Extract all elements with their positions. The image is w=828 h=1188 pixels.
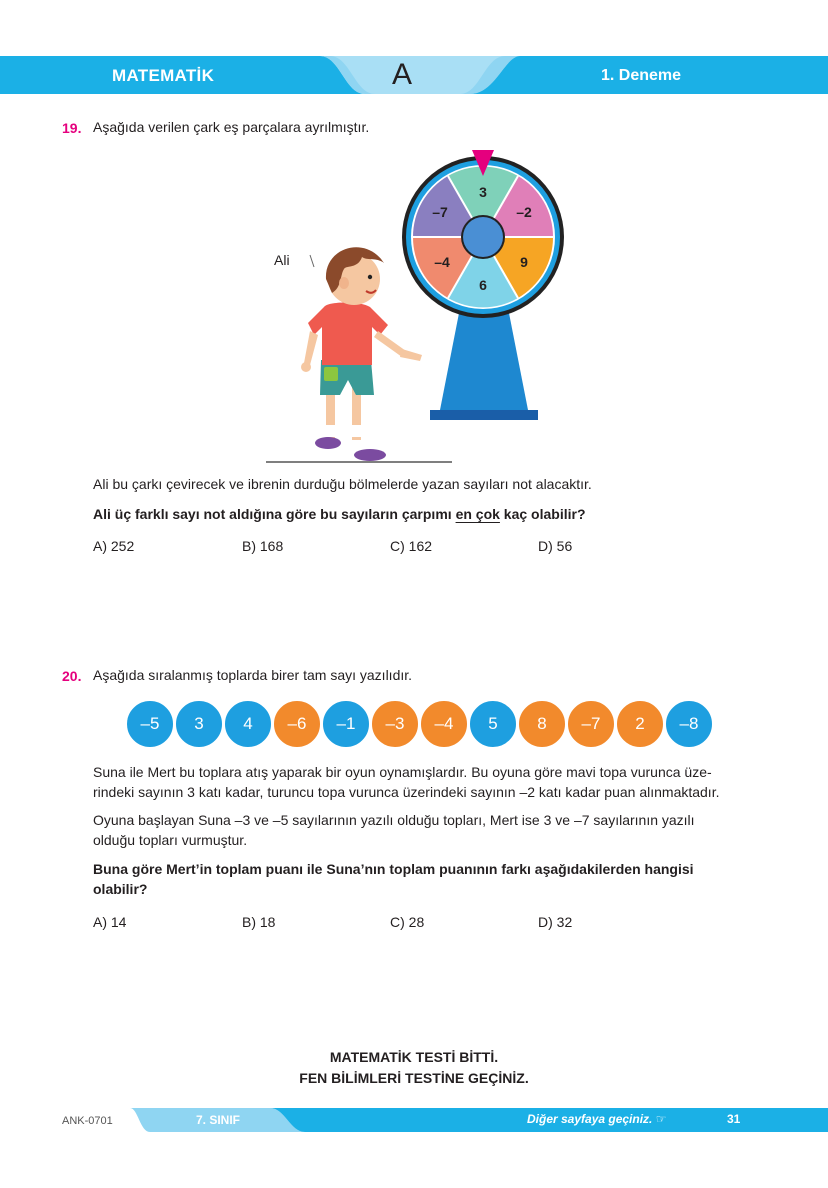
- q20-option-a[interactable]: [93, 914, 126, 930]
- booklet-letter: A: [392, 58, 413, 91]
- question-19-body: Ali bu çarkı çevirecek ve ibrenin durduğu bölmelerde yazan sayıları not alacaktır.: [93, 476, 592, 492]
- option-value: 28: [408, 914, 425, 930]
- option-letter: C): [390, 914, 405, 930]
- question-20-para1-line2: rindeki sayının 3 katı kadar, turuncu topa vurunca üzerindeki sayının –2 katı kadar puan alınmaktadır.: [93, 784, 720, 800]
- question-20-para1-line1: Suna ile Mert bu toplara atış yaparak bir oyun oynamışlardır. Bu oyuna göre mavi topa vurunca üze-: [93, 764, 712, 780]
- question-20-stem-line2: olabilir?: [93, 881, 148, 897]
- question-20-number: 20.: [62, 668, 82, 684]
- question-19-number: 19.: [62, 120, 82, 136]
- option-value: 18: [259, 914, 276, 930]
- option-letter: B): [242, 538, 256, 554]
- question-20-stem-line1: Buna göre Mert’in toplam puanı ile Suna’nın toplam puanının farkı aşağıdakilerden hangisi: [93, 861, 694, 877]
- q19-option-b[interactable]: [242, 538, 283, 554]
- option-letter: D): [538, 914, 553, 930]
- wheel-value-1: 3: [479, 184, 487, 200]
- end-message-line1: MATEMATİK TESTİ BİTTİ.: [329, 1049, 499, 1065]
- question-19-stem: [93, 504, 586, 524]
- grade-label: 7. SINIF: [196, 1113, 241, 1127]
- q20-option-b[interactable]: [242, 914, 275, 930]
- next-page-hint: Diğer sayfaya geçiniz. ☞: [527, 1112, 667, 1126]
- q19-option-a[interactable]: [93, 538, 134, 554]
- option-value: 32: [556, 914, 573, 930]
- question-19-stem-post: kaç olabilir?: [499, 506, 586, 522]
- option-letter: B): [242, 914, 256, 930]
- ball-5: –1: [321, 699, 371, 749]
- spinning-wheel: [400, 148, 570, 424]
- option-value: 162: [408, 538, 433, 554]
- footer-bar: [0, 1106, 828, 1134]
- question-19-stem-pre: Ali üç farklı sayı not aldığına göre bu sayıların çarpımı: [93, 506, 456, 522]
- option-value: 252: [110, 538, 135, 554]
- ball-1: –5: [125, 699, 175, 749]
- wheel-value-5: –4: [434, 254, 450, 270]
- ball-3: 4: [223, 699, 273, 749]
- ball-2: 3: [174, 699, 224, 749]
- ball-7: –4: [419, 699, 469, 749]
- ball-6: –3: [370, 699, 420, 749]
- question-19-intro: Aşağıda verilen çark eş parçalara ayrılmıştır.: [93, 119, 370, 135]
- q20-option-d[interactable]: [538, 914, 572, 930]
- ball-11: 2: [615, 699, 665, 749]
- question-20-para2-line1: Oyuna başlayan Suna –3 ve –5 sayılarının yazılı olduğu topları, Mert ise 3 ve –7 sayılarının yazılı: [93, 812, 695, 828]
- wheel-value-6: –7: [432, 204, 448, 220]
- exam-title: 1. Deneme: [601, 67, 682, 84]
- question-19-stem-emphasis: en çok: [455, 506, 500, 522]
- q19-option-c[interactable]: [390, 538, 432, 554]
- subject-title: MATEMATİK: [112, 66, 215, 85]
- ball-12: –8: [664, 699, 714, 749]
- q19-option-d[interactable]: [538, 538, 572, 554]
- booklet-code: ANK-0701: [62, 1115, 113, 1127]
- option-letter: A): [93, 914, 107, 930]
- page-number: 31: [727, 1112, 741, 1126]
- question-20-intro: Aşağıda sıralanmış toplarda birer tam sayı yazılıdır.: [93, 667, 413, 683]
- question-20-para2-line2: olduğu topları vurmuştur.: [93, 832, 248, 848]
- ball-4: –6: [272, 699, 322, 749]
- option-letter: D): [538, 538, 553, 554]
- wheel-value-3: 9: [520, 254, 528, 270]
- ball-9: 8: [517, 699, 567, 749]
- wheel-value-2: –2: [516, 204, 532, 220]
- end-message-line2: FEN BİLİMLERİ TESTİNE GEÇİNİZ.: [299, 1070, 529, 1086]
- option-value: 14: [110, 914, 127, 930]
- option-letter: A): [93, 538, 107, 554]
- option-letter: C): [390, 538, 405, 554]
- q20-option-c[interactable]: [390, 914, 424, 930]
- wheel-value-4: 6: [479, 277, 487, 293]
- option-value: 56: [556, 538, 573, 554]
- ball-10: –7: [566, 699, 616, 749]
- ball-8: 5: [468, 699, 518, 749]
- option-value: 168: [259, 538, 284, 554]
- ali-label: Ali: [274, 252, 290, 268]
